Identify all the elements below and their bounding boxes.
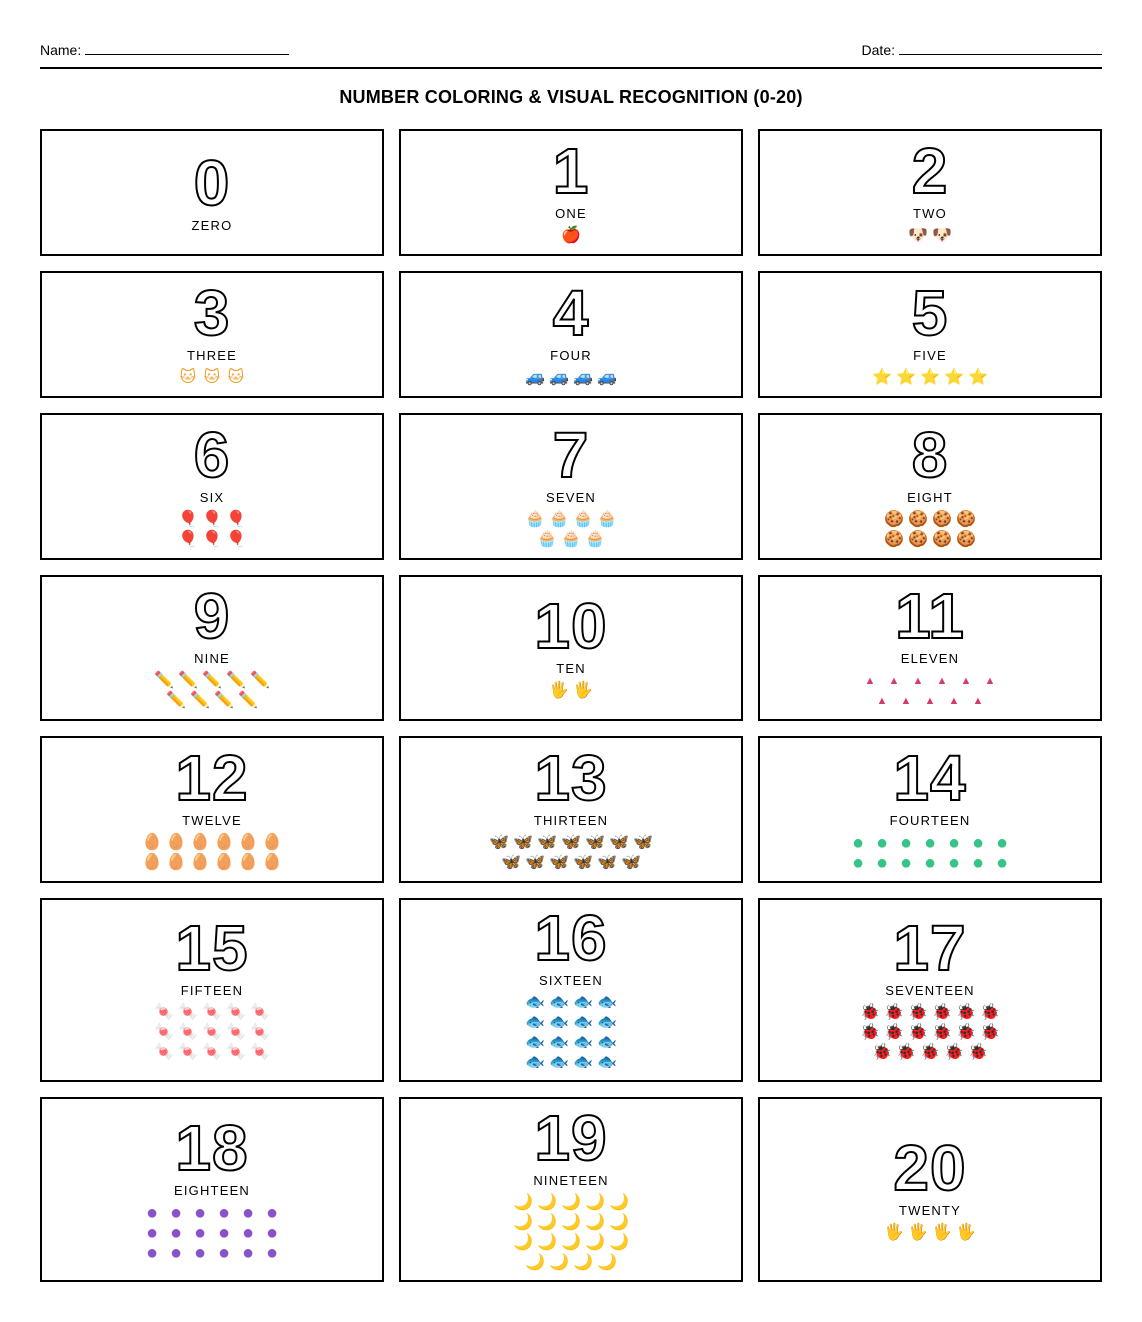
counting-object-icon: 🥚	[142, 853, 162, 871]
counting-object-icon: 🍪	[884, 510, 904, 528]
worksheet-header	[40, 38, 1102, 69]
number-word: THREE	[186, 347, 238, 363]
number-card-7	[399, 413, 743, 560]
counting-object-icon: ▲	[900, 695, 912, 707]
counting-objects	[176, 368, 248, 388]
counting-object-icon: 🥚	[238, 833, 258, 851]
counting-object-icon: 🍬	[226, 1024, 246, 1041]
counting-object-icon: 🍬	[226, 1044, 246, 1061]
counting-object-icon: 🌙	[609, 1193, 629, 1211]
outline-digit[interactable]: 0	[193, 147, 231, 219]
counting-object-icon: ⭐	[872, 368, 892, 386]
counting-object-icon: 🌙	[513, 1193, 533, 1211]
counting-object-icon: 🌙	[585, 1233, 605, 1251]
counting-object-icon: 🦋	[537, 833, 557, 851]
counting-object-icon: 🚙	[573, 368, 593, 386]
counting-object-icon: 🐶	[908, 226, 928, 244]
counting-objects	[870, 368, 990, 388]
outline-digit[interactable]: 1	[552, 134, 590, 207]
counting-object-icon: ▲	[984, 675, 996, 687]
outline-digit[interactable]: 9	[193, 580, 231, 652]
number-word: FIFTEEN	[180, 983, 244, 998]
counting-object-icon: ●	[971, 851, 985, 874]
number-word: FIVE	[913, 347, 947, 363]
counting-objects	[152, 671, 272, 711]
counting-object-icon: 🍬	[202, 1004, 222, 1021]
counting-object-icon: 🐞	[884, 1004, 904, 1021]
counting-object-icon: 🌙	[585, 1193, 605, 1211]
counting-object-icon: 🍪	[956, 530, 976, 548]
number-card-15	[40, 898, 384, 1082]
counting-object-icon: ●	[875, 831, 889, 854]
counting-object-icon: 🍬	[154, 1024, 174, 1041]
counting-object-icon: ⭐	[944, 368, 964, 386]
counting-object-icon: ▲	[924, 695, 936, 707]
number-card-2	[758, 129, 1102, 256]
outline-digit[interactable]: 3	[193, 276, 231, 349]
counting-object-icon: 🥚	[190, 853, 210, 871]
counting-object-icon: 🐞	[920, 1044, 940, 1061]
counting-object-icon: 🌙	[537, 1193, 557, 1211]
number-word: TEN	[556, 661, 586, 676]
counting-object-icon: 🐟	[549, 1034, 569, 1051]
counting-object-icon: ●	[217, 1221, 231, 1244]
counting-objects	[858, 1003, 1002, 1063]
number-word: TWO	[913, 205, 947, 221]
counting-object-icon: 🎈	[178, 530, 198, 548]
number-card-11	[758, 575, 1102, 721]
counting-object-icon: ✏️	[154, 672, 174, 689]
name-field[interactable]	[40, 40, 289, 58]
counting-object-icon: ●	[995, 831, 1009, 854]
counting-object-icon: ●	[851, 851, 865, 874]
number-card-6	[40, 413, 384, 560]
counting-object-icon: 🐞	[872, 1044, 892, 1061]
counting-object-icon: 🐞	[980, 1024, 1000, 1041]
counting-object-icon: 🐟	[573, 994, 593, 1011]
counting-object-icon: 🦋	[489, 833, 509, 851]
counting-object-icon: 🌙	[513, 1233, 533, 1251]
counting-object-icon: 🐟	[597, 1014, 617, 1031]
number-word: ELEVEN	[900, 651, 960, 666]
counting-objects	[140, 1203, 284, 1263]
counting-object-icon: 🥚	[190, 833, 210, 851]
counting-object-icon: 🐞	[896, 1044, 916, 1061]
counting-objects	[858, 671, 1002, 711]
counting-object-icon: 🖐	[908, 1223, 928, 1241]
counting-objects	[176, 510, 248, 550]
counting-object-icon: 🍪	[932, 530, 952, 548]
counting-object-icon: ●	[217, 1201, 231, 1224]
counting-object-icon: 🧁	[585, 530, 605, 548]
number-card-19	[399, 1097, 743, 1282]
counting-object-icon: 🐟	[525, 1014, 545, 1031]
counting-object-icon: 🎈	[178, 510, 198, 528]
counting-object-icon: ●	[947, 851, 961, 874]
outline-digit[interactable]: 10	[534, 590, 608, 662]
counting-object-icon: ●	[193, 1201, 207, 1224]
counting-object-icon: 🌙	[561, 1233, 581, 1251]
counting-objects	[547, 681, 595, 701]
number-card-14	[758, 736, 1102, 883]
counting-objects	[511, 1193, 631, 1273]
number-word: SEVENTEEN	[885, 983, 975, 998]
outline-digit[interactable]: 8	[911, 418, 949, 491]
counting-object-icon: 🦋	[609, 833, 629, 851]
outline-digit[interactable]: 19	[534, 1101, 608, 1174]
counting-objects	[523, 510, 619, 550]
counting-object-icon: 🧁	[597, 510, 617, 528]
counting-object-icon: ▲	[936, 675, 948, 687]
counting-object-icon: ✏️	[190, 692, 210, 709]
counting-object-icon: 🐟	[597, 1034, 617, 1051]
counting-objects	[152, 1003, 272, 1063]
date-field[interactable]	[862, 40, 1102, 58]
number-card-3	[40, 271, 384, 398]
counting-object-icon: 🍬	[250, 1004, 270, 1021]
counting-object-icon: 🍪	[908, 530, 928, 548]
counting-object-icon: 🐱	[227, 368, 245, 386]
counting-object-icon: ●	[241, 1201, 255, 1224]
counting-object-icon: 🐟	[525, 1034, 545, 1051]
counting-object-icon: 🍬	[154, 1004, 174, 1021]
counting-object-icon: 🖐	[884, 1223, 904, 1241]
counting-object-icon: 🦋	[549, 853, 569, 871]
outline-digit[interactable]: 20	[893, 1131, 967, 1204]
counting-object-icon: 🥚	[262, 833, 282, 851]
number-card-20	[758, 1097, 1102, 1282]
counting-object-icon: 🥚	[214, 853, 234, 871]
counting-object-icon: 🧁	[525, 510, 545, 528]
counting-object-icon: ✏️	[166, 692, 186, 709]
counting-objects	[140, 833, 284, 873]
counting-object-icon: 🦋	[501, 853, 521, 871]
counting-object-icon: ●	[169, 1241, 183, 1264]
counting-objects	[523, 993, 619, 1073]
counting-object-icon: 🍬	[226, 1004, 246, 1021]
counting-object-icon: 🌙	[597, 1253, 617, 1271]
number-card-1	[399, 129, 743, 256]
counting-object-icon: 🐟	[597, 994, 617, 1011]
outline-digit[interactable]: 17	[893, 912, 967, 984]
counting-object-icon: ●	[899, 831, 913, 854]
counting-object-icon: 🐟	[525, 1054, 545, 1071]
counting-object-icon: 🎈	[226, 530, 246, 548]
number-card-10	[399, 575, 743, 721]
counting-object-icon: 🍎	[561, 226, 581, 244]
outline-digit[interactable]: 7	[552, 418, 590, 491]
counting-object-icon: 🍬	[178, 1024, 198, 1041]
counting-object-icon: 🦋	[621, 853, 641, 871]
counting-object-icon: 🚙	[597, 368, 617, 386]
counting-object-icon: 🦋	[561, 833, 581, 851]
outline-digit[interactable]: 14	[893, 741, 967, 814]
counting-object-icon: ●	[851, 831, 865, 854]
number-word: TWELVE	[182, 812, 242, 828]
counting-object-icon: 🌙	[573, 1253, 593, 1271]
counting-object-icon: 🐞	[884, 1024, 904, 1041]
number-card-18	[40, 1097, 384, 1282]
counting-object-icon: 🐞	[908, 1024, 928, 1041]
counting-object-icon: 🧁	[561, 530, 581, 548]
counting-object-icon: 🖐	[932, 1223, 952, 1241]
counting-object-icon: 🍬	[250, 1024, 270, 1041]
number-word: FOUR	[550, 347, 592, 363]
counting-object-icon: 🦋	[633, 833, 653, 851]
counting-object-icon: 🖐	[956, 1223, 976, 1241]
counting-object-icon: 🐟	[573, 1014, 593, 1031]
counting-object-icon: 🌙	[513, 1213, 533, 1231]
counting-object-icon: 🌙	[609, 1233, 629, 1251]
counting-object-icon: 🌙	[561, 1213, 581, 1231]
number-word: FOURTEEN	[889, 812, 971, 828]
counting-object-icon: 🐶	[932, 226, 952, 244]
outline-digit[interactable]: 15	[175, 912, 249, 984]
counting-object-icon: 🌙	[525, 1253, 545, 1271]
counting-object-icon: ●	[217, 1241, 231, 1264]
counting-object-icon: 🥚	[142, 833, 162, 851]
worksheet-title: NUMBER COLORING & VISUAL RECOGNITION (0-20)	[339, 87, 803, 107]
counting-object-icon: 🍪	[908, 510, 928, 528]
number-card-9	[40, 575, 384, 721]
number-card-4	[399, 271, 743, 398]
counting-object-icon: ●	[241, 1221, 255, 1244]
counting-object-icon: ●	[265, 1201, 279, 1224]
counting-objects	[882, 510, 978, 550]
number-card-5	[758, 271, 1102, 398]
counting-object-icon: 🐞	[980, 1004, 1000, 1021]
counting-object-icon: 🌙	[549, 1253, 569, 1271]
counting-object-icon: 🐞	[932, 1004, 952, 1021]
name-label: Name:	[40, 42, 82, 58]
counting-object-icon: ●	[145, 1221, 159, 1244]
counting-object-icon: 🎈	[202, 510, 222, 528]
outline-digit[interactable]: 6	[193, 418, 231, 491]
outline-digit[interactable]: 11	[895, 580, 965, 652]
counting-object-icon: 🌙	[561, 1193, 581, 1211]
counting-object-icon: ●	[145, 1201, 159, 1224]
number-word: TWENTY	[898, 1202, 962, 1218]
number-word: EIGHTEEN	[173, 1182, 251, 1198]
counting-objects	[487, 833, 655, 873]
counting-object-icon: 🌙	[537, 1233, 557, 1251]
counting-object-icon: 🐞	[956, 1004, 976, 1021]
number-word: SIX	[199, 489, 225, 505]
number-card-0	[40, 129, 384, 256]
number-word: ONE	[555, 205, 587, 221]
counting-object-icon: 🐱	[179, 368, 197, 386]
counting-object-icon: ✏️	[178, 672, 198, 689]
number-card-17	[758, 898, 1102, 1082]
counting-object-icon: 🥚	[262, 853, 282, 871]
counting-object-icon: ●	[169, 1221, 183, 1244]
name-blank-line[interactable]	[85, 40, 289, 55]
counting-object-icon: 🍪	[932, 510, 952, 528]
counting-object-icon: 🍬	[250, 1044, 270, 1061]
outline-digit[interactable]: 2	[911, 134, 949, 207]
outline-digit[interactable]: 12	[175, 741, 249, 814]
counting-object-icon: ▲	[948, 695, 960, 707]
counting-object-icon: ●	[145, 1241, 159, 1264]
counting-object-icon: 🍬	[202, 1024, 222, 1041]
counting-object-icon: 🍪	[956, 510, 976, 528]
counting-object-icon: 🐟	[549, 994, 569, 1011]
counting-object-icon: 🐞	[860, 1024, 880, 1041]
number-word: SEVEN	[545, 489, 597, 505]
counting-object-icon: 🐟	[573, 1054, 593, 1071]
counting-object-icon: 🐞	[944, 1044, 964, 1061]
counting-object-icon: 🦋	[585, 833, 605, 851]
counting-object-icon: ●	[923, 831, 937, 854]
counting-objects	[559, 226, 583, 246]
counting-object-icon: 🥚	[238, 853, 258, 871]
counting-object-icon: 🍬	[154, 1044, 174, 1061]
number-card-16	[399, 898, 743, 1082]
counting-object-icon: ●	[265, 1241, 279, 1264]
number-word: EIGHT	[907, 489, 953, 505]
date-blank-line[interactable]	[899, 40, 1102, 55]
outline-digit[interactable]: 5	[911, 276, 949, 349]
counting-object-icon: 🥚	[214, 833, 234, 851]
counting-objects	[846, 833, 1014, 873]
number-word: SIXTEEN	[538, 973, 604, 988]
number-word: NINE	[194, 651, 230, 666]
counting-object-icon: ●	[971, 831, 985, 854]
counting-object-icon: ✏️	[214, 692, 234, 709]
counting-object-icon: ⭐	[968, 368, 988, 386]
outline-digit[interactable]: 4	[552, 276, 590, 349]
outline-digit[interactable]: 16	[534, 902, 608, 974]
counting-object-icon: 🚙	[549, 368, 569, 386]
counting-object-icon: ●	[193, 1241, 207, 1264]
counting-object-icon: 🥚	[166, 833, 186, 851]
counting-object-icon: ✏️	[238, 692, 258, 709]
date-label: Date:	[861, 42, 895, 58]
counting-object-icon: 🦋	[573, 853, 593, 871]
counting-object-icon: 🐞	[968, 1044, 988, 1061]
counting-object-icon: ●	[923, 851, 937, 874]
number-card-12	[40, 736, 384, 883]
number-word: THIRTEEN	[533, 812, 609, 828]
counting-object-icon: ⭐	[920, 368, 940, 386]
counting-objects	[906, 226, 954, 246]
counting-object-icon: ▲	[912, 675, 924, 687]
counting-object-icon: 🖐	[549, 682, 569, 699]
counting-object-icon: 🐞	[908, 1004, 928, 1021]
number-word: NINETEEN	[533, 1172, 609, 1188]
counting-object-icon: 🐟	[525, 994, 545, 1011]
counting-object-icon: ●	[995, 851, 1009, 874]
counting-object-icon: 🐞	[860, 1004, 880, 1021]
counting-object-icon: 🖐	[573, 682, 593, 699]
counting-object-icon: 🧁	[549, 510, 569, 528]
counting-object-icon: 🧁	[537, 530, 557, 548]
counting-object-icon: ●	[193, 1221, 207, 1244]
counting-object-icon: 🧁	[573, 510, 593, 528]
counting-objects	[523, 368, 619, 388]
counting-object-icon: 🦋	[597, 853, 617, 871]
counting-object-icon: 🍬	[202, 1044, 222, 1061]
counting-object-icon: ⭐	[896, 368, 916, 386]
counting-object-icon: 🐞	[932, 1024, 952, 1041]
counting-object-icon: 🦋	[513, 833, 533, 851]
number-card-13	[399, 736, 743, 883]
counting-object-icon: 🐱	[203, 368, 221, 386]
counting-object-icon: 🎈	[202, 530, 222, 548]
counting-object-icon: ▲	[888, 675, 900, 687]
counting-object-icon: ✏️	[226, 672, 246, 689]
counting-object-icon: 🐟	[549, 1014, 569, 1031]
counting-object-icon: ▲	[864, 675, 876, 687]
counting-object-icon: ●	[947, 831, 961, 854]
counting-object-icon: ●	[241, 1241, 255, 1264]
counting-object-icon: 🍬	[178, 1004, 198, 1021]
counting-object-icon: ●	[875, 851, 889, 874]
counting-object-icon: 🎈	[226, 510, 246, 528]
counting-object-icon: 🍪	[884, 530, 904, 548]
counting-object-icon: 🐟	[549, 1054, 569, 1071]
counting-object-icon: 🌙	[537, 1213, 557, 1231]
counting-object-icon: 🌙	[585, 1213, 605, 1231]
counting-object-icon: 🐟	[573, 1034, 593, 1051]
counting-object-icon: ✏️	[202, 672, 222, 689]
counting-object-icon: 🚙	[525, 368, 545, 386]
counting-object-icon: 🐟	[597, 1054, 617, 1071]
counting-object-icon: 🐞	[956, 1024, 976, 1041]
counting-object-icon: 🦋	[525, 853, 545, 871]
counting-object-icon: 🌙	[609, 1213, 629, 1231]
counting-object-icon: ●	[169, 1201, 183, 1224]
outline-digit[interactable]: 18	[175, 1111, 249, 1184]
counting-object-icon: ▲	[960, 675, 972, 687]
number-card-8	[758, 413, 1102, 560]
counting-object-icon: ●	[265, 1221, 279, 1244]
outline-digit[interactable]: 13	[534, 741, 608, 814]
counting-object-icon: 🍬	[178, 1044, 198, 1061]
number-word: ZERO	[191, 218, 233, 233]
counting-object-icon: ●	[899, 851, 913, 874]
counting-object-icon: ▲	[876, 695, 888, 707]
counting-object-icon: 🥚	[166, 853, 186, 871]
counting-object-icon: ✏️	[250, 672, 270, 689]
counting-object-icon: ▲	[972, 695, 984, 707]
counting-objects	[882, 1223, 978, 1243]
